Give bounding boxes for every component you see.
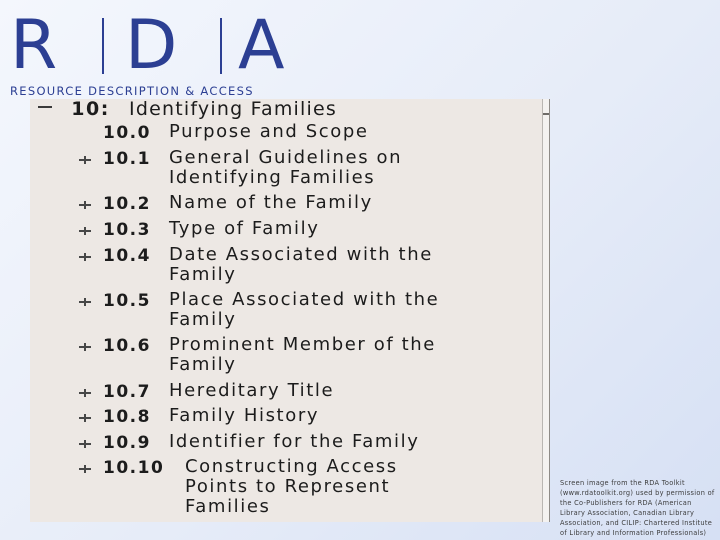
chapter-number: 10:	[71, 99, 110, 120]
toc-item-label[interactable]: Purpose and Scope	[169, 121, 369, 142]
toc-item-label[interactable]: Date Associated with the Family	[169, 244, 433, 285]
toc-item-label[interactable]: Type of Family	[169, 218, 320, 239]
expand-icon[interactable]	[79, 387, 91, 399]
toc-item-number: 10.3	[103, 220, 151, 240]
toc-item-number: 10.4	[103, 246, 151, 266]
expand-icon[interactable]	[79, 463, 91, 475]
expand-icon[interactable]	[79, 251, 91, 263]
expand-icon[interactable]	[79, 296, 91, 308]
expand-icon[interactable]	[79, 412, 91, 424]
toc-item-number: 10.7	[103, 382, 151, 402]
collapse-icon[interactable]	[38, 106, 52, 108]
expand-icon[interactable]	[79, 225, 91, 237]
logo-letter-a: A	[238, 6, 285, 85]
toc-item-label[interactable]: Hereditary Title	[169, 380, 335, 401]
chapter-title: Identifying Families	[129, 99, 337, 120]
expand-icon[interactable]	[79, 341, 91, 353]
rda-logo	[10, 6, 330, 98]
toc-panel	[30, 99, 542, 522]
toc-item-label[interactable]: General Guidelines on Identifying Families	[169, 147, 403, 188]
toc-item-label[interactable]: Identifier for the Family	[169, 431, 420, 452]
logo-letter-r: R	[10, 6, 58, 85]
toc-item-label[interactable]: Place Associated with the Family	[169, 289, 440, 330]
toc-item-number: 10.5	[103, 291, 151, 311]
expand-icon[interactable]	[79, 199, 91, 211]
scrollbar[interactable]	[542, 99, 550, 522]
toc-item-number: 10.2	[103, 194, 151, 214]
toc-item-number: 10.6	[103, 336, 151, 356]
toc-item-label[interactable]: Constructing Access Points to Represent Families	[185, 456, 398, 517]
toc-item-number: 10.10	[103, 458, 165, 478]
logo-divider	[102, 18, 104, 74]
expand-icon[interactable]	[79, 154, 91, 166]
toc-item-number: 10.9	[103, 433, 151, 453]
toc-item-label[interactable]: Family History	[169, 405, 320, 426]
scrollbar-tick	[543, 113, 549, 115]
screen-image-credit: Screen image from the RDA Toolkit (www.rdatoolkit.org) used by permission of the Co-Publishers for RDA (American Library Association, Canadian Library Association, and CILIP: Chartered Institute of Library and Information Professionals)	[560, 479, 715, 537]
toc-item-number: 10.0	[103, 123, 151, 143]
logo-tagline: RESOURCE DESCRIPTION & ACCESS	[10, 84, 254, 98]
expand-icon[interactable]	[79, 438, 91, 450]
logo-letter-d: D	[125, 6, 178, 85]
logo-divider	[220, 18, 222, 74]
toc-item-label[interactable]: Name of the Family	[169, 192, 373, 213]
toc-chapter-row[interactable]	[38, 99, 337, 119]
toc-item-label[interactable]: Prominent Member of the Family	[169, 334, 436, 375]
toc-item-number: 10.8	[103, 407, 151, 427]
toc-item-number: 10.1	[103, 149, 151, 169]
